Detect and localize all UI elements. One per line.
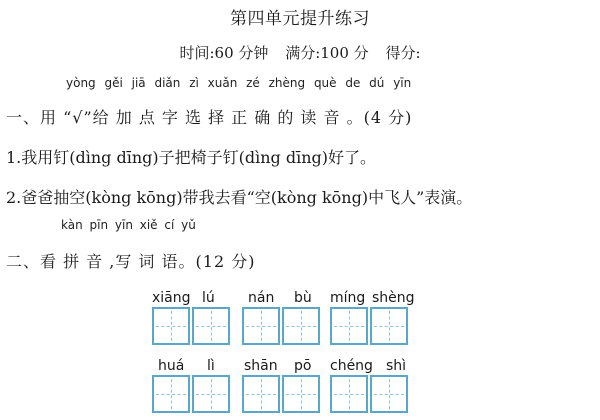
writing-cell[interactable] — [242, 307, 280, 345]
pinyin-syllable: shì — [386, 358, 407, 374]
writing-cell[interactable] — [370, 375, 408, 413]
writing-cell[interactable] — [282, 307, 320, 345]
exam-meta — [0, 42, 600, 63]
word-block — [242, 290, 322, 308]
writing-cell[interactable] — [282, 375, 320, 413]
word-block — [330, 290, 420, 308]
pinyin-syllable: bù — [294, 290, 312, 306]
writing-cell[interactable] — [242, 375, 280, 413]
word-block — [152, 290, 232, 308]
page-title: 第四单元提升练习 — [230, 9, 370, 29]
question-2: 2.爸爸抽空(kòng kōng)带我去看“空(kòng kōng)中飞人”表演。 — [6, 188, 473, 207]
pinyin-syllable: pō — [294, 358, 312, 374]
writing-cell[interactable] — [192, 307, 230, 345]
pinyin-syllable: shèng — [372, 290, 415, 306]
writing-cell[interactable] — [330, 307, 368, 345]
pinyin-syllable: huá — [158, 358, 185, 374]
writing-cell[interactable] — [370, 307, 408, 345]
section2-heading: 二、看 拼 音 ,写 词 语。(12 分) — [6, 252, 256, 271]
pinyin-syllable: chéng — [330, 358, 373, 374]
word-block — [152, 358, 232, 376]
full-score: 满分:100 分 — [285, 44, 369, 62]
writing-cell[interactable] — [192, 375, 230, 413]
score-field: 得分: — [385, 44, 421, 62]
section1-pinyin: yòng gěi jiā diǎn zì xuǎn zé zhèng què de dú yīn — [66, 76, 412, 90]
time-limit: 时间:60 分钟 — [179, 44, 269, 62]
pinyin-syllable: míng — [330, 290, 366, 306]
section1-heading: 一、用 “√”给 加 点 字 选 择 正 确 的 读 音 。(4 分) — [6, 108, 413, 127]
writing-cell[interactable] — [152, 375, 190, 413]
word-block — [242, 358, 322, 376]
pinyin-syllable: lú — [202, 290, 215, 306]
question-1: 1.我用钉(dìng dīng)子把椅子钉(dìng dīng)好了。 — [6, 148, 377, 167]
section2-pinyin: kàn pīn yīn xiě cí yǔ — [61, 218, 196, 232]
pinyin-syllable: nán — [248, 290, 275, 306]
pinyin-syllable: shān — [244, 358, 278, 374]
word-block — [330, 358, 420, 376]
writing-cell[interactable] — [330, 375, 368, 413]
writing-cell[interactable] — [152, 307, 190, 345]
pinyin-syllable: lì — [207, 358, 215, 374]
pinyin-syllable: xiāng — [152, 290, 191, 306]
